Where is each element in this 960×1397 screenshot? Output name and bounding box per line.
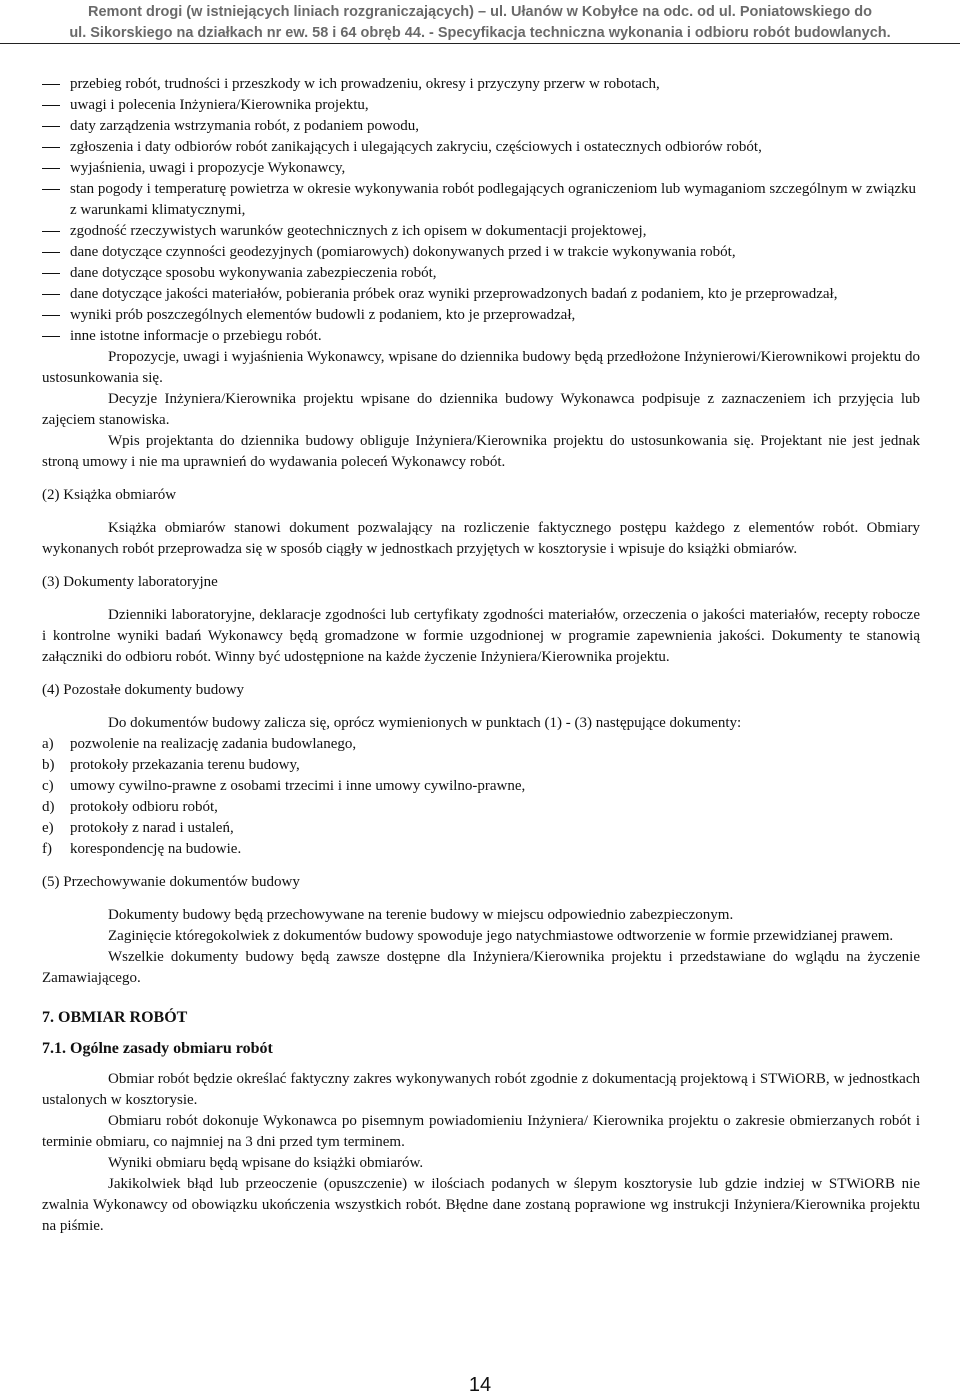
subheading: (3) Dokumenty laboratoryjne bbox=[42, 574, 218, 590]
paragraph: Decyzje Inżyniera/Kierownika projektu wpisane do dziennika budowy Wykonawca podpisuje z zaznaczeniem ich przyjęcia lub zajęciem stanowiska. bbox=[42, 391, 920, 428]
dash-list-item: dane dotyczące czynności geodezyjnych (pomiarowych) dokonywanych przed i w trakcie wykonywania robót, bbox=[70, 244, 736, 260]
document-body bbox=[42, 74, 920, 1237]
paragraph: Dzienniki laboratoryjne, deklaracje zgodności lub certyfikaty zgodności materiałów, orzeczenia o jakości materiałów, recepty robocze i kontrolne wyniki badań Wykonawcy będą gromadzone w formie uzgodnionej w programie zapewnienia jakości. Dokumenty te stanowią załączniki do odbioru robót. Winny być udostępnione na każde życzenie Inżyniera/Kierownika projektu. bbox=[42, 607, 920, 665]
letter-list-item: b) protokoły przekazania terenu budowy, bbox=[42, 757, 300, 773]
dash-list-item: dane dotyczące jakości materiałów, pobierania próbek oraz wyniki przeprowadzonych badań z podaniem, kto je przeprowadzał, bbox=[70, 286, 838, 302]
paragraph: Propozycje, uwagi i wyjaśnienia Wykonawcy, wpisane do dziennika budowy będą przedłożone Inżynierowi/Kierownikowi projektu do ustosunkowania się. bbox=[42, 349, 920, 386]
dash-list-item: uwagi i polecenia Inżyniera/Kierownika projektu, bbox=[70, 97, 369, 113]
paragraph: Obmiar robót będzie określać faktyczny zakres wykonywanych robót zgodnie z dokumentacją projektową i STWiORB, w jednostkach ustalonych w kosztorysie. bbox=[42, 1071, 920, 1108]
dash-list-item: inne istotne informacje o przebiegu robót. bbox=[70, 328, 322, 344]
letter-list-item: e) protokoły z narad i ustaleń, bbox=[42, 820, 234, 836]
subheading: (2) Książka obmiarów bbox=[42, 487, 177, 503]
letter-list-item: d) protokoły odbioru robót, bbox=[42, 799, 218, 815]
subheading: (4) Pozostałe dokumenty budowy bbox=[42, 682, 245, 698]
paragraph: Wszelkie dokumenty budowy będą zawsze dostępne dla Inżyniera/Kierownika projektu i przedstawiane do wglądu na życzenie Zamawiającego. bbox=[42, 949, 920, 986]
header-line-1: Remont drogi (w istniejących liniach rozgraniczających) – ul. Ułanów w Kobyłce na odc. od ul. Poniatowskiego do bbox=[88, 4, 872, 20]
section-title: 7. OBMIAR ROBÓT bbox=[42, 1009, 188, 1026]
paragraph: Książka obmiarów stanowi dokument pozwalający na rozliczenie faktycznego postępu każdego z elementów robót. Obmiary wykonanych robót przeprowadza się w sposób ciągły w jednostkach przyjętych w kosztorysie i wpisuje do książki obmiarów. bbox=[42, 520, 920, 557]
paragraph: Wyniki obmiaru będą wpisane do książki obmiarów. bbox=[108, 1155, 424, 1171]
letter-list-item: f) korespondencję na budowie. bbox=[42, 841, 242, 857]
dash-list-item: wyjaśnienia, uwagi i propozycje Wykonawcy, bbox=[70, 160, 346, 176]
paragraph: Obmiaru robót dokonuje Wykonawca po pisemnym powiadomieniu Inżyniera/ Kierownika projektu o zakresie obmierzanych robót i terminie obmiaru, co najmniej na 3 dni przed tym terminem. bbox=[42, 1113, 920, 1150]
dash-list-item: daty zarządzenia wstrzymania robót, z podaniem powodu, bbox=[70, 118, 420, 134]
paragraph: Zaginięcie któregokolwiek z dokumentów budowy spowoduje jego natychmiastowe odtworzenie w formie przewidzianej prawem. bbox=[108, 928, 894, 944]
dash-list-item: przebieg robót, trudności i przeszkody w ich prowadzeniu, okresy i przyczyny przerw w robotach, bbox=[70, 76, 660, 92]
letter-list-item: a) pozwolenie na realizację zadania budowlanego, bbox=[42, 736, 357, 752]
dash-list bbox=[42, 74, 920, 347]
dash-list-item: zgłoszenia i daty odbiorów robót zanikających i ulegających zakryciu, częściowych i ostatecznych odbiorów robót, bbox=[70, 139, 762, 155]
dash-list-item: wyniki prób poszczególnych elementów budowli z podaniem, kto je przeprowadzał, bbox=[70, 307, 576, 323]
paragraph: Dokumenty budowy będą przechowywane na terenie budowy w miejscu odpowiednio zabezpieczonym. bbox=[108, 907, 734, 923]
subheading: (5) Przechowywanie dokumentów budowy bbox=[42, 874, 300, 890]
dash-list-item: zgodność rzeczywistych warunków geotechnicznych z ich opisem w dokumentacji projektowej, bbox=[70, 223, 647, 239]
letter-list-item: c) umowy cywilno-prawne z osobami trzecimi i inne umowy cywilno-prawne, bbox=[42, 778, 526, 794]
page-header bbox=[0, 0, 960, 44]
letter-list bbox=[42, 734, 920, 860]
dash-list-item: stan pogody i temperaturę powietrza w okresie wykonywania robót podlegających ograniczeniom lub wymaganiom szczególnym w związku z warunkami klimatycznymi, bbox=[70, 181, 916, 218]
page-number: 14 bbox=[468, 1374, 492, 1396]
paragraph: Wpis projektanta do dziennika budowy obliguje Inżyniera/Kierownika projektu do ustosunkowania się. Projektant nie jest jednak stroną umowy i nie ma uprawnień do wydawania poleceń Wykonawcy robót. bbox=[42, 433, 920, 470]
header-line-2: ul. Sikorskiego na działkach nr ew. 58 i 64 obręb 44. - Specyfikacja techniczna wykonania i odbioru robót budowlanych. bbox=[69, 24, 891, 41]
subsection-title: 7.1. Ogólne zasady obmiaru robót bbox=[42, 1040, 273, 1057]
paragraph: Do dokumentów budowy zalicza się, oprócz wymienionych w punktach (1) - (3) następujące dokumenty: bbox=[108, 715, 742, 731]
dash-list-item: dane dotyczące sposobu wykonywania zabezpieczenia robót, bbox=[70, 265, 437, 281]
paragraph: Jakikolwiek błąd lub przeoczenie (opuszczenie) w ilościach podanych w ślepym kosztorysie lub gdzie indziej w STWiORB nie zwalnia Wykonawcy od obowiązku ukończenia wszystkich robót. Błędne dane zostaną poprawione wg instrukcji Inżyniera/Kierownika projektu na piśmie. bbox=[42, 1176, 920, 1234]
